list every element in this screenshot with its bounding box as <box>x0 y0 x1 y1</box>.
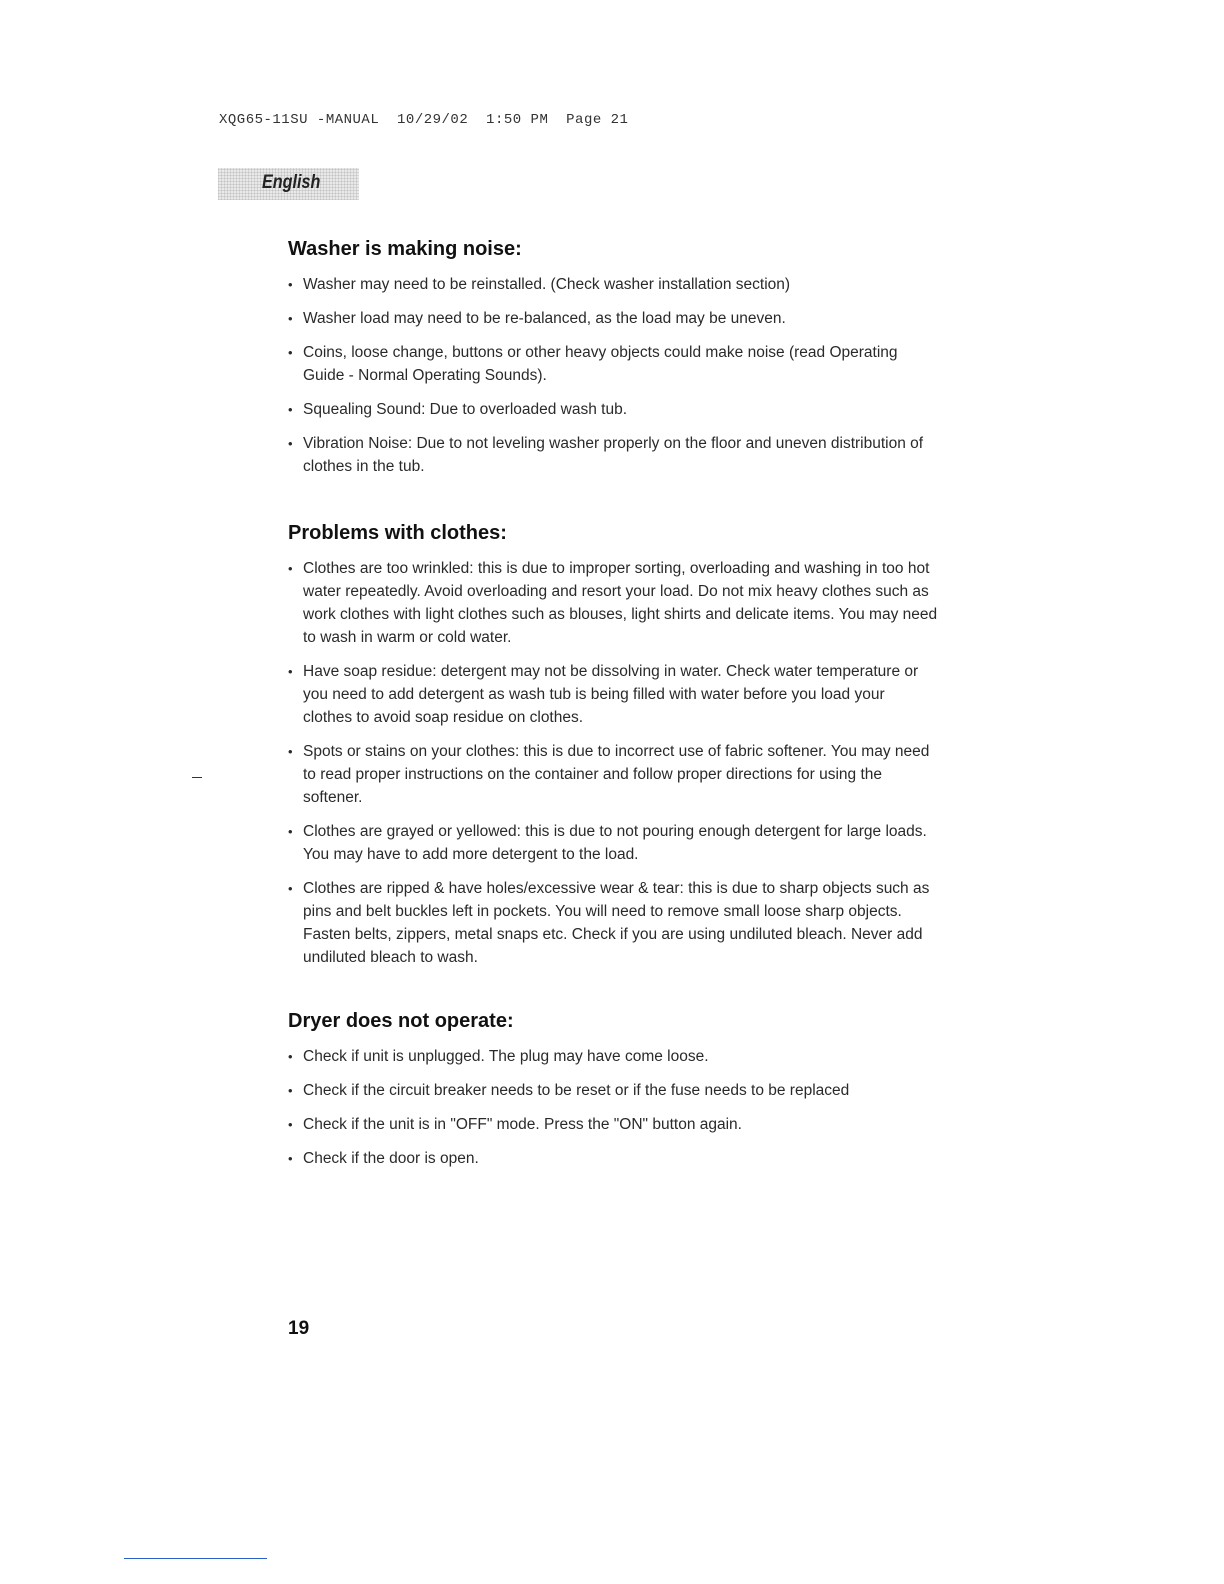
list-item: • Vibration Noise: Due to not leveling washer properly on the floor and uneven distribution of clothes in the tub. <box>288 432 938 478</box>
list-item: • Clothes are grayed or yellowed: this is due to not pouring enough detergent for large loads. You may have to add more detergent to the load. <box>288 820 938 866</box>
list-item: • Check if the circuit breaker needs to be reset or if the fuse needs to be replaced <box>288 1079 938 1102</box>
list-item: • Squealing Sound: Due to overloaded wash tub. <box>288 398 938 421</box>
list-item: • Washer may need to be reinstalled. (Check washer installation section) <box>288 273 938 296</box>
list-item: • Clothes are ripped & have holes/excessive wear & tear: this is due to sharp objects such as pins and belt buckles left in pockets. You will need to remove small loose sharp objects. Fasten belts, zippers, metal snaps etc. Check if you are using undiluted bleach. Never add undiluted bleach to wash. <box>288 877 938 969</box>
bullet-list <box>288 273 938 478</box>
language-tab-label: English <box>262 172 321 193</box>
section-title: Washer is making noise: <box>288 238 522 260</box>
bullet-list <box>288 1045 938 1170</box>
section-title: Problems with clothes: <box>288 522 507 544</box>
section-title: Dryer does not operate: <box>288 1010 514 1032</box>
margin-mark <box>192 777 202 778</box>
list-item: • Have soap residue: detergent may not be dissolving in water. Check water temperature or you need to add detergent as wash tub is being filled with water before you load your clothes to avoid soap residue on clothes. <box>288 660 938 729</box>
section-washer-noise <box>288 238 938 489</box>
section-clothes-problems <box>288 522 938 980</box>
list-item: • Clothes are too wrinkled: this is due to improper sorting, overloading and washing in too hot water repeatedly. Avoid overloading and resort your load. Do not mix heavy clothes such as work clothes with light clothes such as blouses, light shirts and delicate items. You may need to wash in warm or cold water. <box>288 557 938 649</box>
list-item: • Coins, loose change, buttons or other heavy objects could make noise (read Operating Guide - Normal Operating Sounds). <box>288 341 938 387</box>
list-item: • Check if the unit is in "OFF" mode. Press the "ON" button again. <box>288 1113 938 1136</box>
list-item: • Spots or stains on your clothes: this is due to incorrect use of fabric softener. You may need to read proper instructions on the container and follow proper directions for using the softener. <box>288 740 938 809</box>
page-number: 19 <box>288 1318 310 1339</box>
list-item: • Check if the door is open. <box>288 1147 938 1170</box>
language-tab <box>218 168 359 200</box>
section-dryer-not-operate <box>288 1010 938 1181</box>
print-slug: XQG65-11SU -MANUAL 10/29/02 1:50 PM Page 21 <box>219 112 629 128</box>
list-item: • Washer load may need to be re-balanced, as the load may be uneven. <box>288 307 938 330</box>
list-item: • Check if unit is unplugged. The plug may have come loose. <box>288 1045 938 1068</box>
bullet-list <box>288 557 938 969</box>
footer-rule <box>124 1558 267 1559</box>
